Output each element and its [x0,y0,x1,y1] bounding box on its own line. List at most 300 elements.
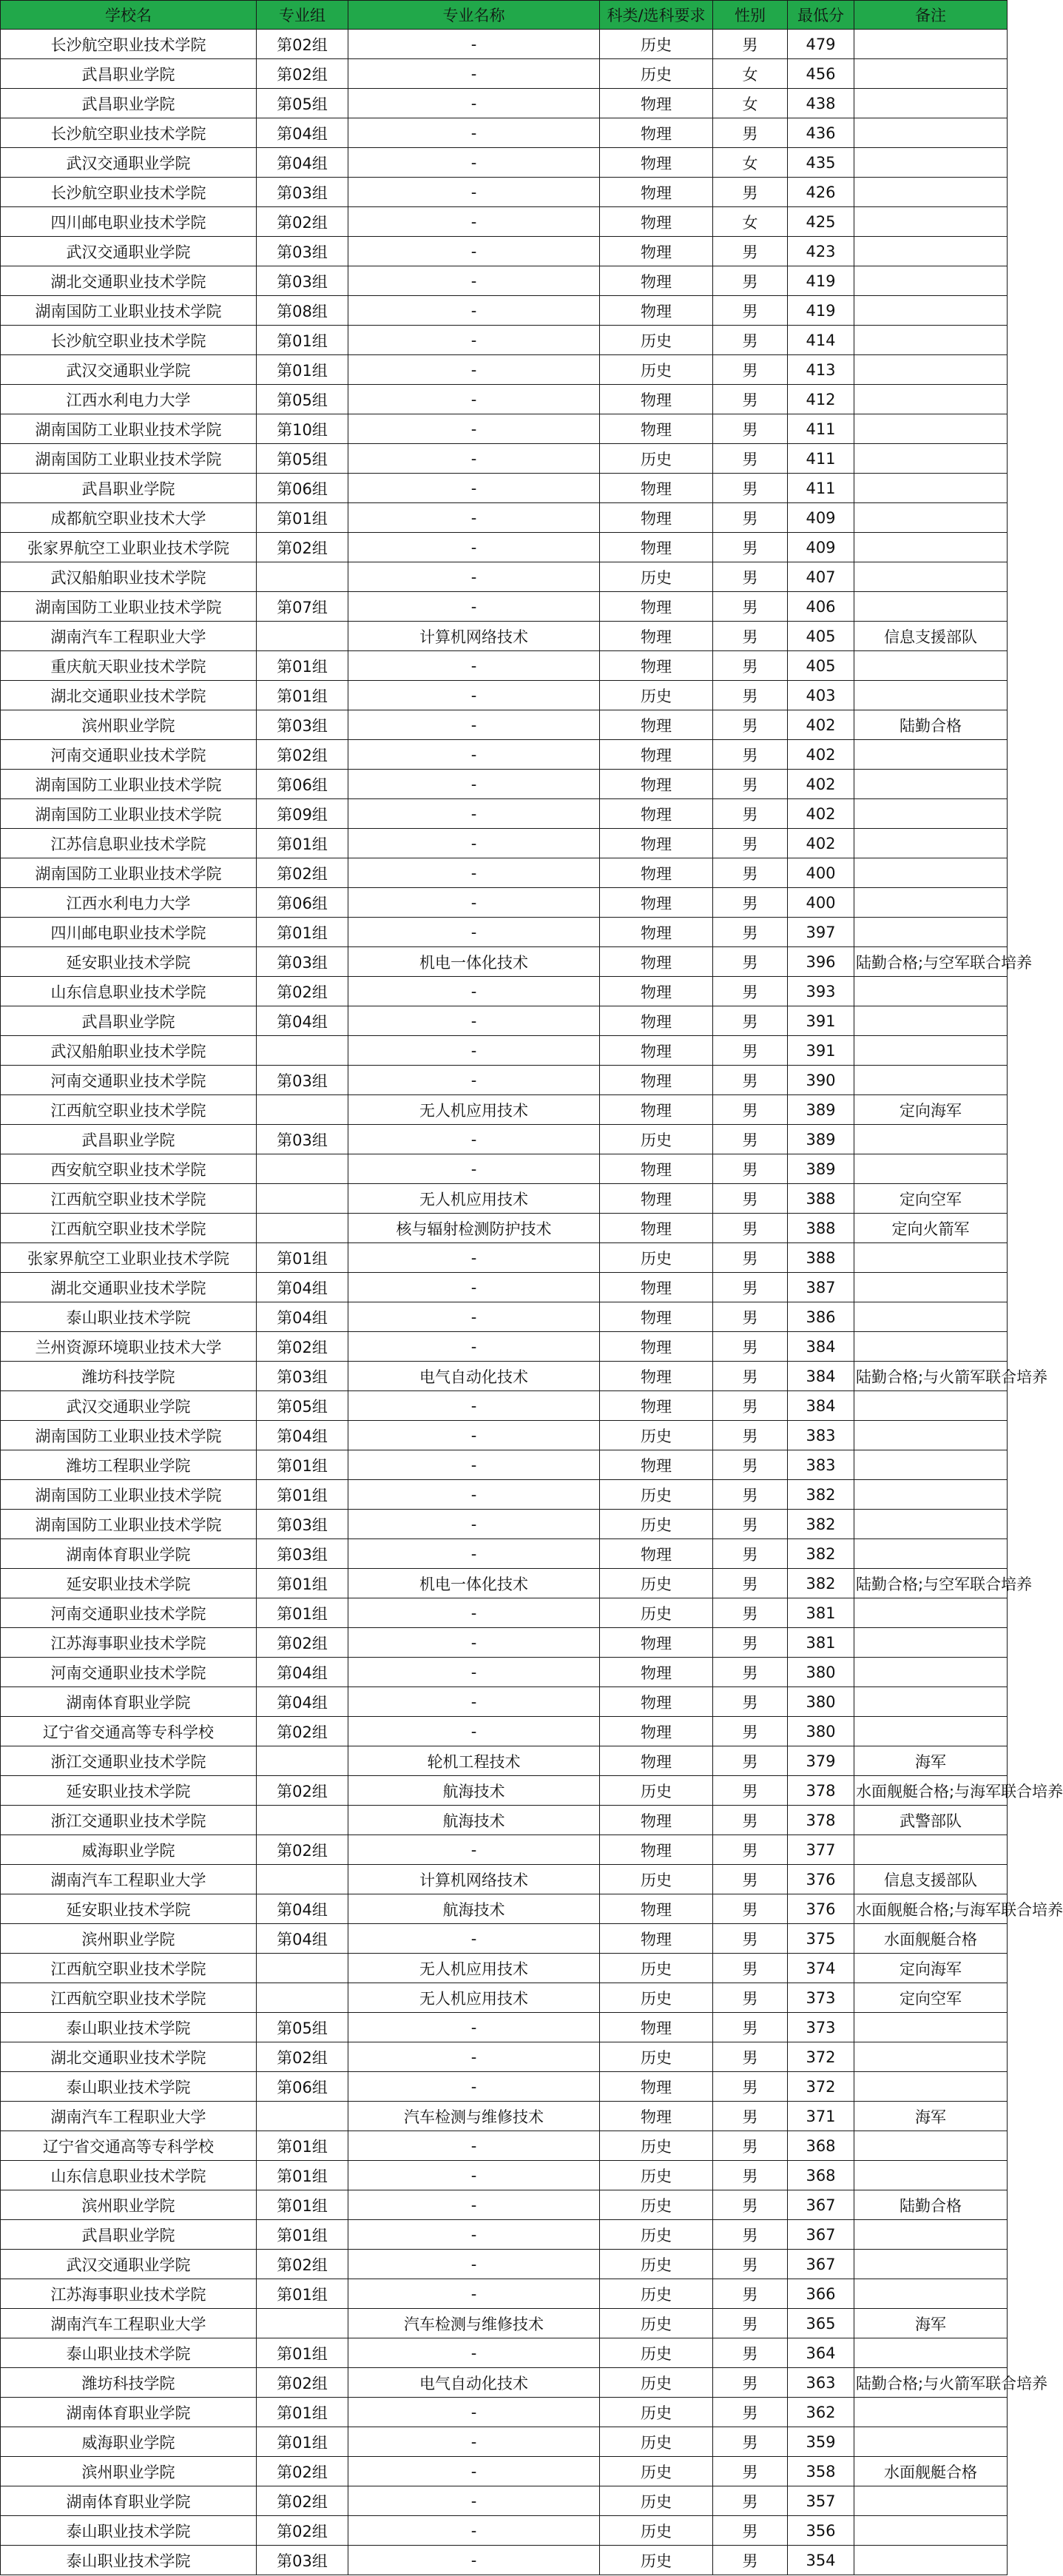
cell-min-score: 390 [788,1066,854,1095]
cell-school: 武汉船舶职业技术学院 [1,1036,257,1066]
table-row [1,918,1008,947]
cell-min-score: 400 [788,858,854,888]
cell-remarks [854,1302,1008,1332]
cell-major-name: - [348,829,600,858]
cell-remarks [854,1273,1008,1302]
cell-subject: 物理 [600,622,713,651]
cell-gender: 男 [713,1154,788,1184]
cell-school: 武昌职业学院 [1,89,257,118]
cell-major-name: - [348,2042,600,2072]
cell-remarks [854,1539,1008,1569]
cell-major-name: - [348,1717,600,1746]
table-row [1,444,1008,474]
cell-school: 长沙航空职业技术学院 [1,326,257,355]
cell-min-score: 384 [788,1332,854,1362]
cell-gender: 男 [713,414,788,444]
cell-major-group [257,1865,348,1894]
cell-gender: 男 [713,1066,788,1095]
cell-subject: 历史 [600,1243,713,1273]
cell-min-score: 435 [788,148,854,178]
cell-major-name: 计算机网络技术 [348,622,600,651]
table-row [1,1983,1008,2013]
cell-major-name: - [348,681,600,710]
cell-school: 武汉船舶职业技术学院 [1,562,257,592]
cell-school: 湖南体育职业学院 [1,2398,257,2427]
cell-major-group: 第01组 [257,2190,348,2220]
cell-major-group: 第03组 [257,710,348,740]
cell-major-group: 第04组 [257,118,348,148]
cell-major-group: 第02组 [257,1628,348,1658]
cell-gender: 男 [713,770,788,799]
cell-major-group: 第03组 [257,1362,348,1391]
table-row [1,799,1008,829]
cell-gender: 男 [713,2427,788,2457]
cell-major-group: 第03组 [257,1539,348,1569]
cell-major-name: - [348,710,600,740]
cell-min-score: 380 [788,1717,854,1746]
cell-major-name: - [348,2072,600,2102]
cell-gender: 男 [713,947,788,977]
cell-major-group: 第01组 [257,2427,348,2457]
cell-gender: 男 [713,1095,788,1125]
cell-school: 湖北交通职业技术学院 [1,2042,257,2072]
cell-remarks [854,592,1008,622]
cell-remarks: 水面舰艇合格;与海军联合培养 [854,1894,1008,1924]
table-row [1,2546,1008,2575]
cell-major-name: - [348,1539,600,1569]
cell-remarks [854,1036,1008,1066]
cell-remarks [854,2220,1008,2250]
table-row [1,592,1008,622]
cell-subject: 物理 [600,2013,713,2042]
cell-major-name: - [348,2398,600,2427]
cell-major-group: 第02组 [257,533,348,562]
cell-remarks: 陆勤合格;与火箭军联合培养 [854,2368,1008,2398]
cell-school: 湖南汽车工程职业大学 [1,622,257,651]
cell-min-score: 383 [788,1450,854,1480]
cell-gender: 男 [713,1214,788,1243]
cell-min-score: 367 [788,2190,854,2220]
cell-subject: 物理 [600,1806,713,1835]
cell-subject: 物理 [600,1746,713,1776]
cell-major-name: 电气自动化技术 [348,1362,600,1391]
cell-major-group: 第01组 [257,355,348,385]
table-row [1,30,1008,59]
table-row [1,710,1008,740]
table-row [1,1924,1008,1954]
cell-major-name: 核与辐射检测防护技术 [348,1214,600,1243]
cell-subject: 历史 [600,1865,713,1894]
cell-school: 湖北交通职业技术学院 [1,266,257,296]
cell-gender: 男 [713,2486,788,2516]
cell-subject: 物理 [600,296,713,326]
cell-min-score: 397 [788,918,854,947]
cell-subject: 物理 [600,977,713,1006]
cell-gender: 男 [713,2338,788,2368]
table-row [1,296,1008,326]
cell-gender: 男 [713,474,788,503]
cell-remarks: 陆勤合格 [854,710,1008,740]
cell-major-name: - [348,296,600,326]
cell-major-group: 第04组 [257,1302,348,1332]
cell-gender: 男 [713,2546,788,2575]
cell-remarks [854,207,1008,237]
table-row [1,533,1008,562]
cell-remarks [854,1332,1008,1362]
cell-school: 滨州职业学院 [1,710,257,740]
header-remarks: 备注 [854,1,1008,30]
cell-major-group: 第05组 [257,385,348,414]
cell-major-group: 第04组 [257,1687,348,1717]
table-row [1,1421,1008,1450]
cell-school: 成都航空职业技术大学 [1,503,257,533]
cell-major-name: - [348,1835,600,1865]
cell-min-score: 381 [788,1628,854,1658]
cell-major-name: - [348,2220,600,2250]
cell-gender: 男 [713,355,788,385]
cell-major-name: 无人机应用技术 [348,1184,600,1214]
cell-gender: 女 [713,59,788,89]
cell-min-score: 413 [788,355,854,385]
cell-major-group: 第08组 [257,296,348,326]
cell-major-group: 第01组 [257,2220,348,2250]
cell-remarks [854,1243,1008,1273]
cell-min-score: 366 [788,2279,854,2309]
cell-subject: 物理 [600,1095,713,1125]
cell-school: 河南交通职业技术学院 [1,1598,257,1628]
cell-remarks [854,503,1008,533]
cell-remarks: 定向空军 [854,1184,1008,1214]
cell-remarks: 海军 [854,2102,1008,2131]
cell-subject: 历史 [600,1983,713,2013]
cell-gender: 男 [713,30,788,59]
cell-major-name: - [348,2279,600,2309]
cell-major-name: - [348,888,600,918]
cell-subject: 物理 [600,1184,713,1214]
cell-min-score: 403 [788,681,854,710]
cell-school: 泰山职业技术学院 [1,2013,257,2042]
cell-school: 兰州资源环境职业技术大学 [1,1332,257,1362]
cell-subject: 历史 [600,2516,713,2546]
cell-subject: 物理 [600,888,713,918]
cell-school: 湖北交通职业技术学院 [1,1273,257,1302]
cell-major-name: - [348,59,600,89]
cell-subject: 历史 [600,1125,713,1154]
cell-gender: 男 [713,2161,788,2190]
cell-gender: 男 [713,2190,788,2220]
cell-min-score: 479 [788,30,854,59]
cell-major-group: 第02组 [257,207,348,237]
cell-remarks [854,118,1008,148]
cell-major-name: - [348,2131,600,2161]
cell-major-group [257,1184,348,1214]
cell-major-group: 第02组 [257,858,348,888]
cell-major-group: 第04组 [257,1894,348,1924]
cell-school: 威海职业学院 [1,2427,257,2457]
cell-school: 四川邮电职业技术学院 [1,207,257,237]
cell-remarks [854,2338,1008,2368]
cell-subject: 物理 [600,148,713,178]
cell-school: 江西水利电力大学 [1,385,257,414]
cell-major-name: - [348,1125,600,1154]
cell-major-group: 第03组 [257,1066,348,1095]
table-row [1,1450,1008,1480]
cell-major-group [257,2309,348,2338]
cell-school: 延安职业技术学院 [1,947,257,977]
cell-school: 西安航空职业技术学院 [1,1154,257,1184]
cell-subject: 物理 [600,592,713,622]
cell-gender: 男 [713,503,788,533]
cell-subject: 历史 [600,444,713,474]
cell-major-name: 航海技术 [348,1806,600,1835]
cell-school: 江西水利电力大学 [1,888,257,918]
table-row [1,2250,1008,2279]
table-row [1,1569,1008,1598]
cell-school: 辽宁省交通高等专科学校 [1,1717,257,1746]
cell-gender: 男 [713,533,788,562]
table-row [1,2161,1008,2190]
cell-major-name: - [348,1924,600,1954]
table-row [1,1658,1008,1687]
cell-remarks [854,2427,1008,2457]
cell-school: 武汉交通职业学院 [1,148,257,178]
cell-min-score: 391 [788,1036,854,1066]
cell-major-group: 第05组 [257,1391,348,1421]
cell-subject: 历史 [600,326,713,355]
cell-remarks [854,2516,1008,2546]
cell-gender: 男 [713,681,788,710]
cell-school: 湖南国防工业职业技术学院 [1,592,257,622]
cell-remarks [854,385,1008,414]
header-school: 学校名 [1,1,257,30]
cell-remarks [854,59,1008,89]
cell-min-score: 371 [788,2102,854,2131]
cell-remarks [854,1510,1008,1539]
cell-major-name: - [348,148,600,178]
cell-major-name: - [348,1391,600,1421]
cell-remarks [854,2398,1008,2427]
table-row [1,562,1008,592]
cell-gender: 男 [713,1332,788,1362]
cell-subject: 历史 [600,2131,713,2161]
cell-gender: 男 [713,1628,788,1658]
cell-gender: 男 [713,1006,788,1036]
cell-major-group [257,1095,348,1125]
table-row [1,148,1008,178]
cell-min-score: 402 [788,829,854,858]
cell-subject: 物理 [600,799,713,829]
cell-school: 湖北交通职业技术学院 [1,681,257,710]
cell-gender: 男 [713,651,788,681]
cell-major-name: - [348,1273,600,1302]
cell-subject: 历史 [600,2427,713,2457]
cell-subject: 物理 [600,89,713,118]
cell-gender: 男 [713,1362,788,1391]
cell-subject: 历史 [600,59,713,89]
cell-remarks [854,2279,1008,2309]
table-row [1,2457,1008,2486]
table-row [1,2338,1008,2368]
cell-major-group: 第02组 [257,740,348,770]
cell-major-name: - [348,858,600,888]
cell-subject: 物理 [600,474,713,503]
cell-school: 湖南国防工业职业技术学院 [1,1421,257,1450]
cell-school: 湖南国防工业职业技术学院 [1,1480,257,1510]
cell-major-name: - [348,2013,600,2042]
cell-school: 江西航空职业技术学院 [1,1214,257,1243]
cell-major-name: - [348,2190,600,2220]
cell-min-score: 409 [788,503,854,533]
cell-gender: 男 [713,888,788,918]
cell-subject: 历史 [600,1569,713,1598]
cell-major-group: 第02组 [257,2368,348,2398]
table-row [1,1332,1008,1362]
cell-min-score: 378 [788,1806,854,1835]
table-row [1,1835,1008,1865]
table-row [1,385,1008,414]
cell-subject: 历史 [600,1421,713,1450]
cell-subject: 物理 [600,1628,713,1658]
cell-min-score: 375 [788,1924,854,1954]
table-row [1,2102,1008,2131]
table-row [1,1539,1008,1569]
cell-major-group: 第04组 [257,1421,348,1450]
cell-major-name: - [348,385,600,414]
cell-major-name: - [348,1687,600,1717]
cell-major-name: - [348,118,600,148]
cell-subject: 物理 [600,237,713,266]
cell-gender: 男 [713,118,788,148]
cell-min-score: 374 [788,1954,854,1983]
cell-major-name: 机电一体化技术 [348,1569,600,1598]
table-row [1,2042,1008,2072]
cell-min-score: 414 [788,326,854,355]
cell-major-group: 第02组 [257,30,348,59]
cell-subject: 历史 [600,2220,713,2250]
cell-major-name: - [348,266,600,296]
cell-gender: 男 [713,977,788,1006]
cell-subject: 物理 [600,385,713,414]
cell-school: 张家界航空工业职业技术学院 [1,1243,257,1273]
cell-gender: 女 [713,148,788,178]
header-subject-requirement: 科类/选科要求 [600,1,713,30]
cell-min-score: 382 [788,1510,854,1539]
table-row [1,977,1008,1006]
cell-min-score: 438 [788,89,854,118]
cell-min-score: 419 [788,296,854,326]
cell-major-name: - [348,562,600,592]
cell-remarks [854,444,1008,474]
cell-school: 湖南国防工业职业技术学院 [1,858,257,888]
cell-school: 滨州职业学院 [1,2190,257,2220]
cell-school: 江西航空职业技术学院 [1,1983,257,2013]
table-row [1,770,1008,799]
table-row [1,1095,1008,1125]
cell-major-name: 电气自动化技术 [348,2368,600,2398]
cell-school: 长沙航空职业技术学院 [1,178,257,207]
cell-remarks: 海军 [854,1746,1008,1776]
cell-major-name: - [348,207,600,237]
cell-major-name: - [348,651,600,681]
cell-gender: 男 [713,1746,788,1776]
cell-remarks [854,1125,1008,1154]
cell-min-score: 405 [788,622,854,651]
cell-subject: 历史 [600,2486,713,2516]
cell-min-score: 382 [788,1539,854,1569]
cell-subject: 历史 [600,1510,713,1539]
cell-school: 延安职业技术学院 [1,1569,257,1598]
cell-remarks [854,1658,1008,1687]
cell-min-score: 373 [788,2013,854,2042]
cell-school: 湖南国防工业职业技术学院 [1,444,257,474]
cell-subject: 物理 [600,1006,713,1036]
cell-gender: 男 [713,2220,788,2250]
cell-min-score: 383 [788,1421,854,1450]
cell-major-name: - [348,2161,600,2190]
cell-major-group: 第01组 [257,2131,348,2161]
cell-major-group: 第05组 [257,444,348,474]
cell-subject: 物理 [600,1214,713,1243]
cell-major-name: 无人机应用技术 [348,1095,600,1125]
cell-subject: 物理 [600,1539,713,1569]
cell-gender: 男 [713,1835,788,1865]
cell-subject: 物理 [600,1332,713,1362]
cell-remarks [854,829,1008,858]
cell-school: 江苏海事职业技术学院 [1,2279,257,2309]
cell-major-name: - [348,592,600,622]
cell-remarks [854,89,1008,118]
cell-remarks: 陆勤合格;与空军联合培养 [854,1569,1008,1598]
cell-major-name: - [348,1154,600,1184]
cell-subject: 物理 [600,1687,713,1717]
cell-gender: 女 [713,207,788,237]
cell-remarks [854,918,1008,947]
cell-major-group: 第03组 [257,237,348,266]
cell-subject: 物理 [600,1717,713,1746]
cell-subject: 历史 [600,562,713,592]
cell-school: 武昌职业学院 [1,59,257,89]
cell-gender: 男 [713,1480,788,1510]
cell-major-group: 第01组 [257,2279,348,2309]
cell-major-name: - [348,918,600,947]
cell-major-name: - [348,1006,600,1036]
cell-min-score: 377 [788,1835,854,1865]
cell-major-name: - [348,1598,600,1628]
table-row [1,1273,1008,1302]
cell-major-name: 无人机应用技术 [348,1983,600,2013]
table-row [1,2279,1008,2309]
cell-major-group [257,1214,348,1243]
cell-gender: 男 [713,2279,788,2309]
cell-school: 武昌职业学院 [1,2220,257,2250]
table-row [1,1865,1008,1894]
cell-major-group [257,1154,348,1184]
cell-subject: 历史 [600,1598,713,1628]
cell-min-score: 367 [788,2220,854,2250]
cell-subject: 历史 [600,2250,713,2279]
cell-school: 泰山职业技术学院 [1,2072,257,2102]
cell-remarks: 陆勤合格;与火箭军联合培养 [854,1362,1008,1391]
cell-gender: 男 [713,296,788,326]
cell-major-name: - [348,1243,600,1273]
table-row [1,207,1008,237]
table-row [1,2220,1008,2250]
cell-gender: 男 [713,444,788,474]
cell-major-name: - [348,414,600,444]
cell-school: 辽宁省交通高等专科学校 [1,2131,257,2161]
cell-school: 武昌职业学院 [1,474,257,503]
cell-subject: 历史 [600,1954,713,1983]
